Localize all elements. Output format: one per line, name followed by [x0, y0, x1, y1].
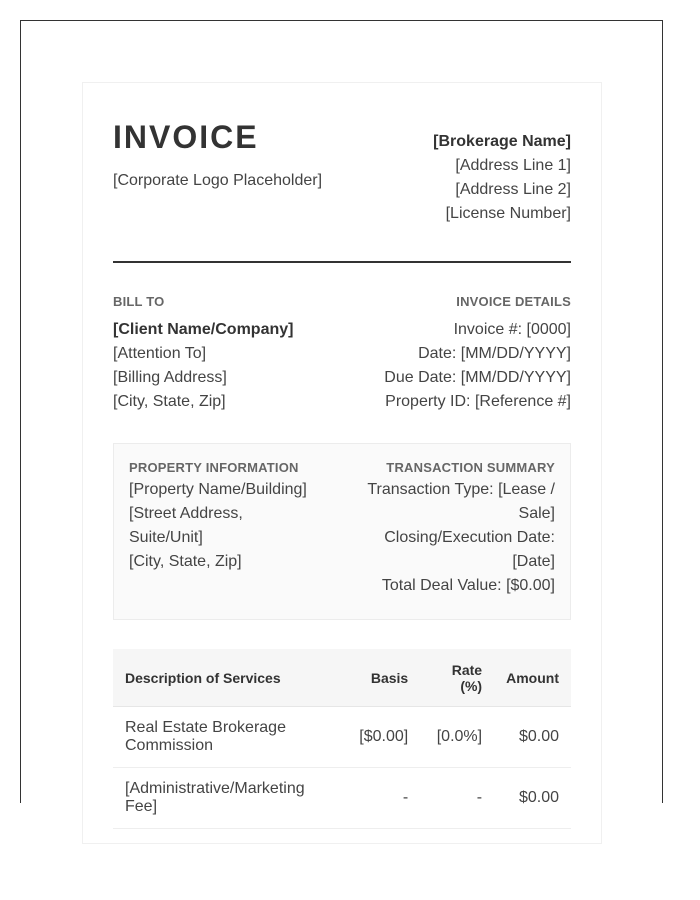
row-basis: - [346, 768, 420, 829]
document-viewport[interactable] [20, 20, 663, 815]
invoice-page [82, 82, 602, 844]
brokerage-block [433, 130, 571, 226]
brokerage-address-line-1: [Address Line 1] [455, 157, 571, 174]
services-table-header [113, 649, 571, 707]
transaction-summary-label: TRANSACTION SUMMARY [386, 460, 555, 475]
invoice-details-block [384, 294, 571, 414]
row-description: Real Estate Brokerage Commission [113, 707, 346, 768]
property-street: [Street Address, Suite/Unit] [129, 505, 243, 546]
row-amount: $0.00 [494, 768, 571, 829]
table-row [113, 707, 571, 768]
property-information-label: PROPERTY INFORMATION [129, 460, 299, 475]
property-information [129, 460, 319, 574]
invoice-date: Date: [MM/DD/YYYY] [418, 345, 571, 362]
row-basis: [$0.00] [346, 707, 420, 768]
brokerage-address-line-2: [Address Line 2] [455, 181, 571, 198]
row-description: [Administrative/Marketing Fee] [113, 768, 346, 829]
property-city-state-zip: [City, State, Zip] [129, 553, 242, 570]
invoice-due-date: Due Date: [MM/DD/YYYY] [384, 369, 571, 386]
brokerage-name: [Brokerage Name] [433, 133, 571, 150]
invoice-header [113, 117, 571, 227]
invoice-number: Invoice #: [0000] [453, 321, 571, 338]
billing-city-state-zip: [City, State, Zip] [113, 393, 226, 410]
property-id: Property ID: [Reference #] [385, 393, 571, 410]
property-name: [Property Name/Building] [129, 481, 307, 498]
row-amount: $0.00 [494, 707, 571, 768]
column-header-rate: Rate (%) [420, 649, 494, 707]
column-header-amount: Amount [494, 649, 571, 707]
attention-to: [Attention To] [113, 345, 207, 362]
row-rate: - [420, 768, 494, 829]
column-header-basis: Basis [346, 649, 420, 707]
services-table [113, 649, 571, 829]
bill-to-block [113, 294, 293, 414]
header-divider [113, 261, 571, 263]
invoice-details-label: INVOICE DETAILS [456, 294, 571, 309]
client-name: [Client Name/Company] [113, 321, 294, 338]
table-row [113, 768, 571, 829]
transaction-type: Transaction Type: [Lease / Sale] [367, 481, 555, 522]
billing-address: [Billing Address] [113, 369, 227, 386]
column-header-description: Description of Services [113, 649, 346, 707]
property-transaction-box [113, 443, 571, 620]
closing-date: Closing/Execution Date: [Date] [384, 529, 555, 570]
logo-placeholder: [Corporate Logo Placeholder] [113, 172, 323, 189]
bill-to-label: BILL TO [113, 294, 165, 309]
brokerage-license: [License Number] [445, 205, 571, 222]
invoice-title: INVOICE [113, 119, 259, 155]
transaction-summary [350, 460, 555, 598]
row-rate: [0.0%] [420, 707, 494, 768]
total-deal-value: Total Deal Value: [$0.00] [381, 577, 555, 594]
